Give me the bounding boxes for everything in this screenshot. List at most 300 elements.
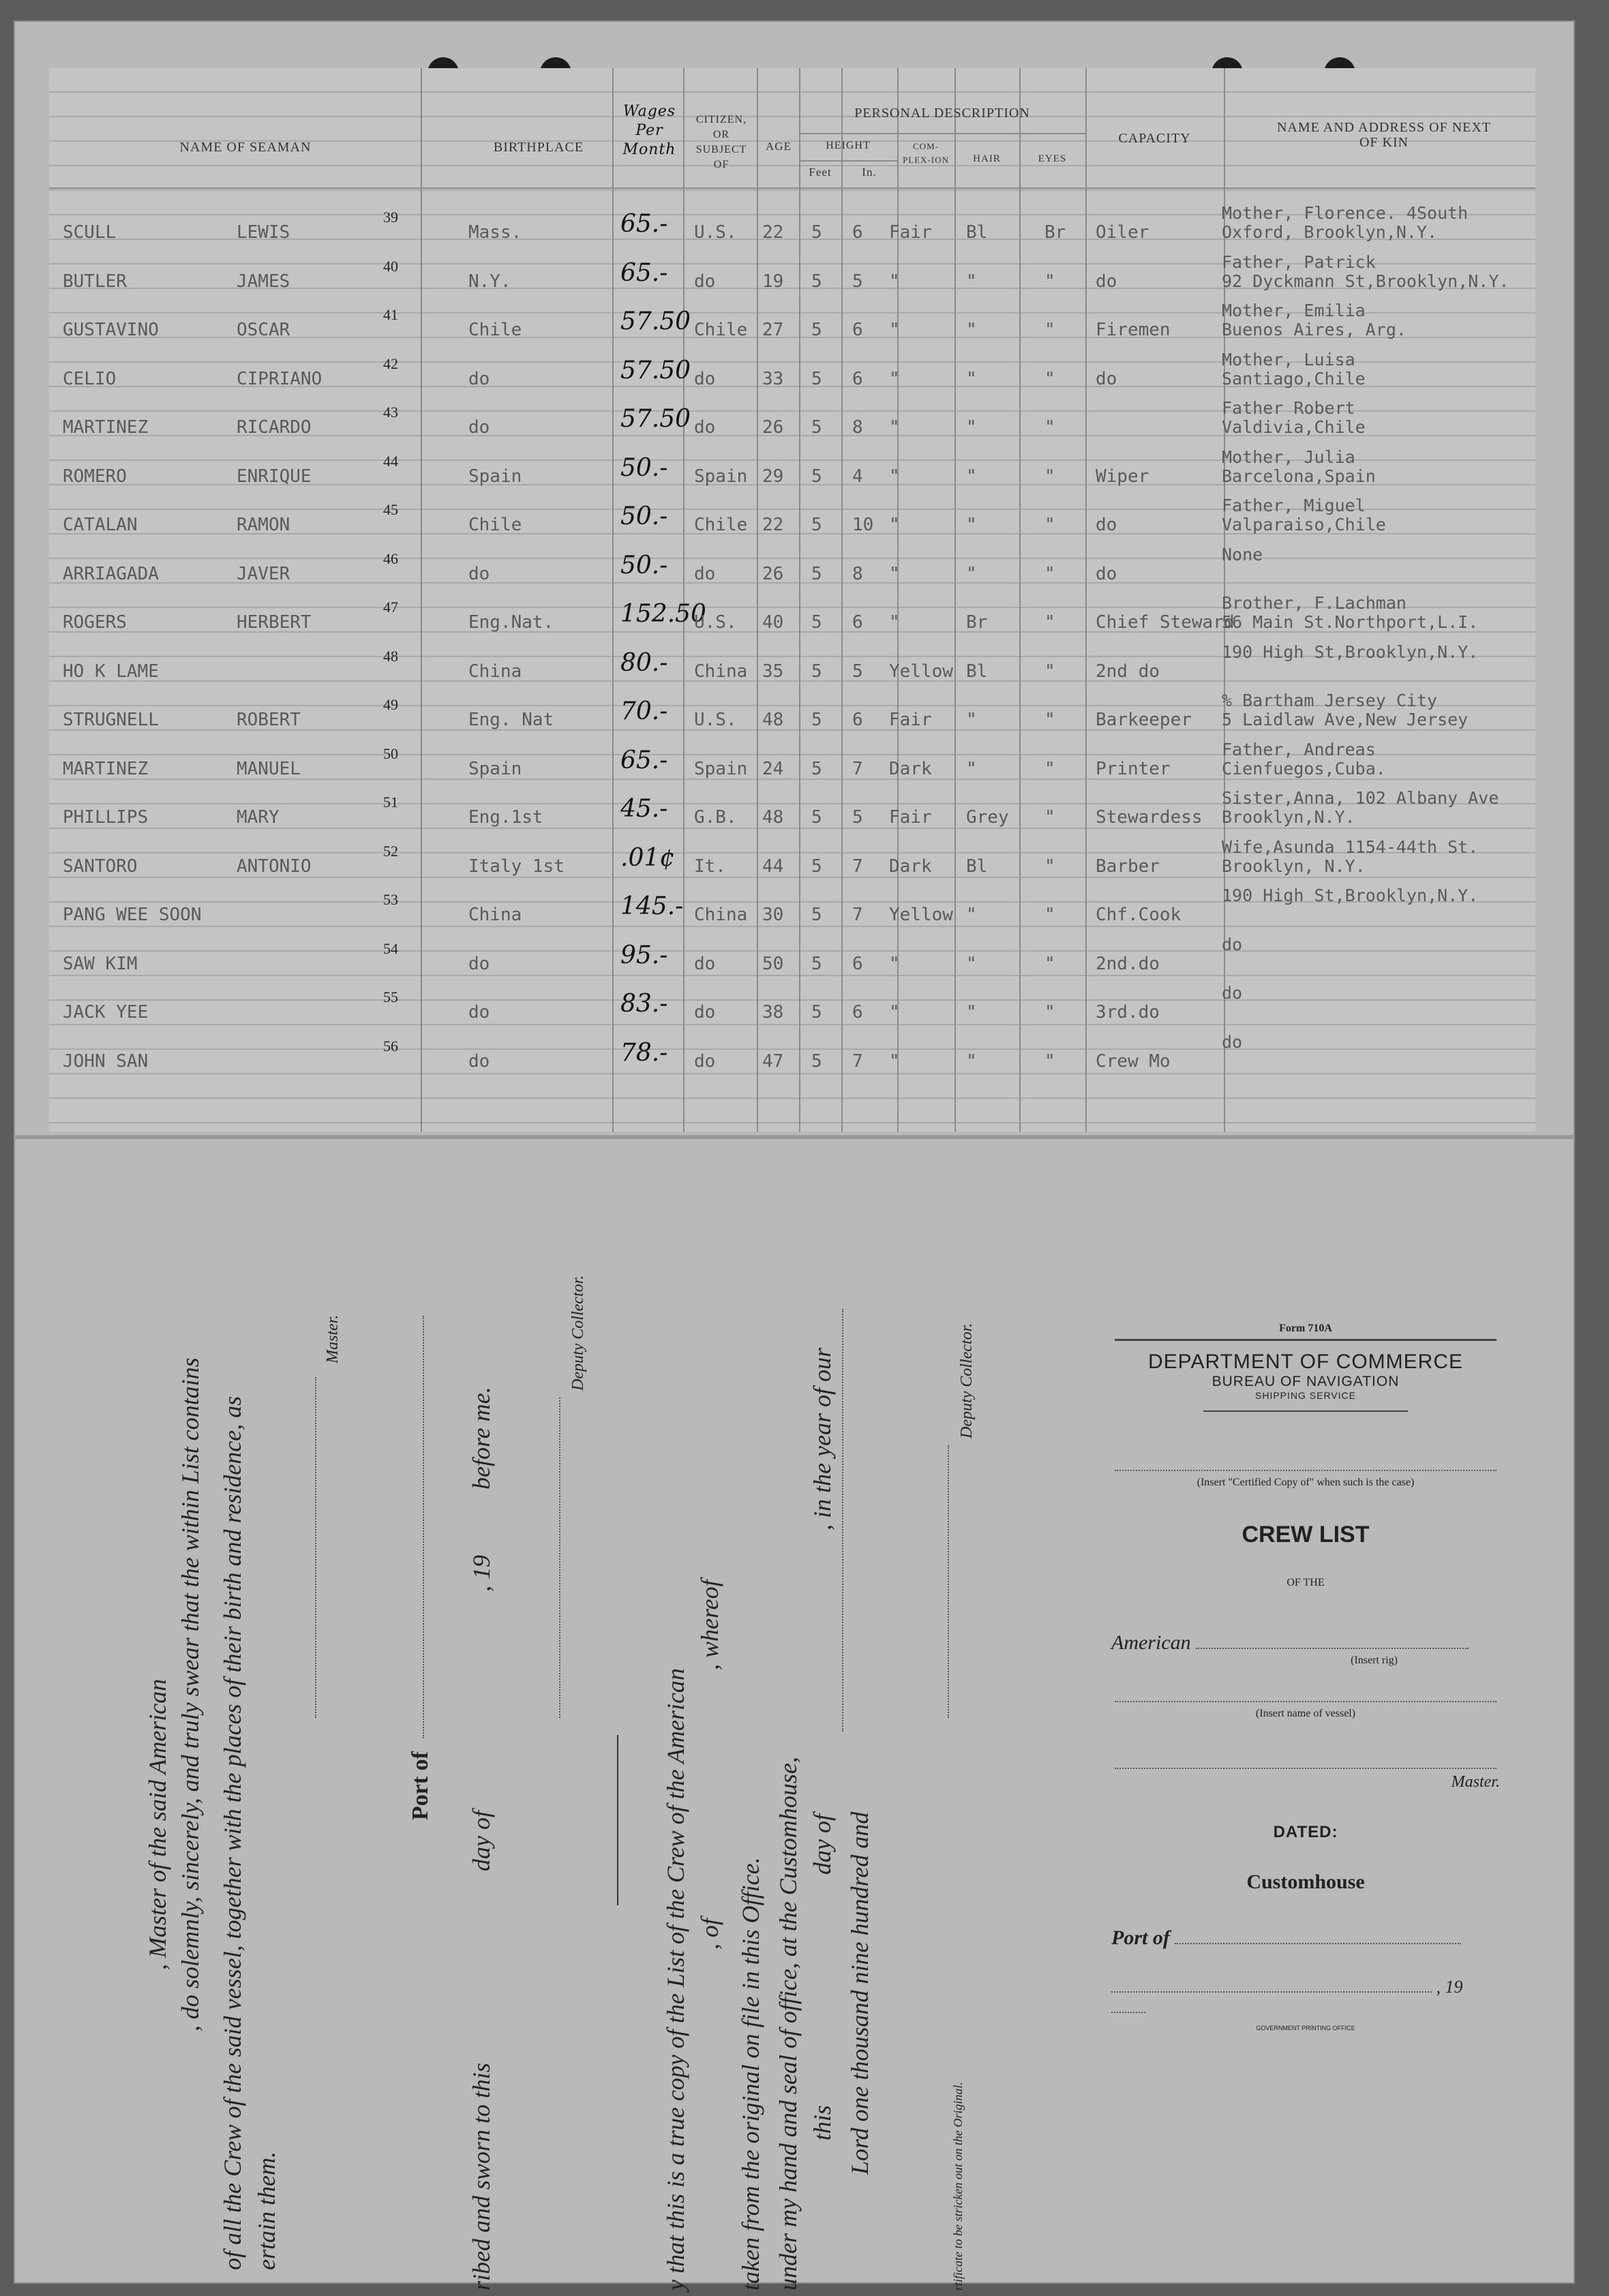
row-surname: MARTINEZ [63,417,149,438]
row-eyes: " [1044,320,1055,340]
back-date-line [1111,1991,1432,1993]
row-inches: 4 [852,466,863,487]
row-inches: 6 [852,320,863,340]
row-citizen: do [694,563,716,584]
row-number: 50 [383,744,398,762]
row-citizen: do [694,953,716,974]
row-inches: 8 [852,563,863,584]
row-eyes: " [1044,1002,1055,1023]
row-hair: Bl [966,856,988,877]
row-feet: 5 [811,222,822,243]
row-age: 44 [762,856,784,877]
cert-taken: taken from the original on file in this Office. [737,1857,764,2291]
crew-list-title: CREW LIST [1242,1522,1370,1547]
header-citizen: CITIZEN, OR SUBJECT OF [695,114,747,170]
row-kin-line-1: Brother, F.Lachman [1222,593,1407,613]
table-row [49,449,1535,496]
row-eyes: " [1044,515,1055,535]
back-cover [1111,1323,1500,2031]
row-given-name: JAVER [237,563,290,584]
row-wage: 57.50 [620,405,691,433]
insert-certified-note: (Insert "Certified Copy of" when such is the case) [1197,1477,1415,1488]
row-wage: 83.- [620,990,668,1018]
row-wage: 145.- [620,892,684,920]
of-the-label: OF THE [1287,1577,1325,1588]
table-row [49,836,1535,886]
row-capacity: Oiler [1096,222,1149,243]
deputy-line-1 [559,1398,562,1718]
row-age: 40 [762,612,784,633]
row-kin-line-1: % Bartham Jersey City [1222,691,1438,710]
oath-line-4: ertain them. [253,2151,280,2270]
row-feet: 5 [811,612,822,633]
header-next-of-kin: NAME AND ADDRESS OF NEXT OF KIN [1276,120,1492,150]
row-age: 48 [762,807,784,828]
row-given-name: CIPRIANO [237,368,322,389]
row-surname: GUSTAVINO [63,320,159,340]
row-kin-line-1: 190 High St,Brooklyn,N.Y. [1222,886,1479,905]
row-complexion: Dark [889,856,932,877]
bureau-title: BUREAU OF NAVIGATION [1212,1374,1400,1389]
row-hair: " [966,563,977,584]
row-number: 41 [383,306,398,323]
row-capacity: Chf.Cook [1096,905,1182,925]
row-kin-line-2: Valparaiso,Chile [1222,515,1386,534]
row-hair: " [966,271,977,292]
row-capacity: Crew Mo [1096,1051,1171,1072]
row-feet: 5 [811,515,822,535]
row-kin-line-1: 190 High St,Brooklyn,N.Y. [1222,641,1479,662]
row-citizen: Spain [694,758,748,779]
back-master-label: Master. [1451,1773,1500,1791]
row-kin-line-2: Buenos Aires, Arg. [1222,320,1407,339]
row-given-name: RICARDO [237,417,312,438]
row-age: 38 [762,1002,784,1023]
row-complexion: Fair [889,807,932,828]
row-eyes: " [1044,563,1055,584]
row-surname: PANG WEE SOON [63,905,202,925]
row-feet: 5 [811,320,822,340]
row-feet: 5 [811,856,822,877]
row-complexion: " [889,368,900,389]
cert-footnote: rtificate to be stricken out on the Original. [951,2082,965,2291]
customhouse-label: Customhouse [1246,1871,1365,1893]
row-kin-line-1: Mother, Julia [1222,447,1355,467]
row-feet: 5 [811,271,822,292]
row-feet: 5 [811,807,822,828]
row-eyes: Br [1044,222,1066,243]
row-surname: SCULL [63,222,117,243]
row-inches: 6 [852,953,863,974]
header-age: AGE [766,140,792,153]
row-capacity: Printer [1096,758,1171,779]
row-age: 26 [762,417,784,438]
row-number: 45 [383,501,398,518]
row-kin-line-2: Santiago,Chile [1222,368,1366,389]
row-number: 43 [383,404,398,421]
back-year-line [1111,2012,1145,2013]
row-surname: ARRIAGADA [63,563,159,584]
row-citizen: China [694,905,748,925]
fold-line [14,1135,1575,1139]
row-surname: CELIO [63,368,117,389]
row-feet: 5 [811,661,822,682]
row-complexion: " [889,417,900,438]
row-inches: 7 [852,905,863,925]
divider-bar [617,1735,618,1905]
row-kin-line-2: Oxford, Brooklyn,N.Y. [1222,222,1438,242]
header-rule [799,160,897,162]
rule [1203,1410,1408,1412]
row-number: 56 [383,1037,398,1055]
row-capacity: do [1096,515,1117,535]
row-birthplace: do [468,1051,490,1072]
table-row [49,497,1535,545]
row-citizen: Spain [694,466,748,487]
header-name-of-seaman: NAME OF SEAMAN [179,140,312,155]
row-complexion: " [889,1051,900,1072]
year-line [842,1309,845,1732]
row-citizen: do [694,417,716,438]
row-birthplace: Eng.Nat. [468,612,554,633]
row-hair: " [966,368,977,389]
row-hair: " [966,953,977,974]
row-kin-line-2: 56 Main St.Northport,L.I. [1222,612,1479,632]
row-number: 47 [383,599,398,616]
row-hair: " [966,515,977,535]
oath-nineteen: , 19 [468,1555,495,1592]
row-eyes: " [1044,661,1055,682]
row-number: 46 [383,549,398,567]
cert-whereof: , whereof [696,1580,723,1670]
row-capacity: do [1096,271,1117,292]
cert-line-1: y that this is a true copy of the List of the Crew of the American [662,1668,689,2291]
table-row [49,399,1535,447]
row-wage: 65.- [620,258,668,287]
row-birthplace: China [468,905,522,925]
row-complexion: Fair [889,710,932,730]
service-title: SHIPPING SERVICE [1254,1390,1356,1401]
row-complexion: " [889,466,900,487]
row-wage: .01¢ [620,843,676,872]
row-birthplace: do [468,1002,490,1023]
row-wage: 57.50 [620,307,691,335]
row-inches: 7 [852,856,863,877]
table-row [49,789,1535,837]
row-eyes: " [1044,368,1055,389]
row-complexion: " [889,1002,900,1023]
row-citizen: do [694,1002,716,1023]
oath-line-3: of all the Crew of the said vessel, together with the places of their birth and residence, as [219,1395,246,2270]
row-eyes: " [1044,710,1055,730]
row-complexion: " [889,320,900,340]
row-eyes: " [1044,758,1055,779]
row-eyes: " [1044,807,1055,828]
row-birthplace: Spain [468,466,522,487]
oath-line-1: , Master of the said American [144,1678,171,1970]
row-given-name: ANTONIO [237,856,312,877]
row-kin-line-1: Mother, Luisa [1222,349,1355,369]
cert-day-of: day of [809,1814,836,1875]
row-kin-line-1: Father, Miguel [1222,496,1366,515]
row-hair: Grey [966,807,1009,828]
row-eyes: " [1044,612,1055,633]
header-inches: In. [862,166,877,179]
row-birthplace: Mass. [468,222,522,243]
row-age: 26 [762,563,784,584]
row-kin-line-1: Wife,Asunda 1154-44th St. [1222,836,1479,857]
cert-year-of-our: , in the year of our [809,1348,836,1530]
row-capacity: 2nd.do [1096,953,1160,974]
printer-imprint: GOVERNMENT PRINTING OFFICE [1256,2025,1355,2031]
rig-line [1196,1648,1469,1649]
row-surname: ROMERO [63,466,127,487]
row-surname: ROGERS [63,612,127,633]
row-kin-line-2: Brooklyn,N.Y. [1222,807,1355,827]
oath-line-2: , do solemnly, sincerely, and truly swear that the within List contains [177,1357,204,2031]
row-surname: MARTINEZ [63,758,149,779]
row-given-name: JAMES [237,271,290,292]
row-feet: 5 [811,563,822,584]
row-feet: 5 [811,1051,822,1072]
row-eyes: " [1044,466,1055,487]
row-wage: 65.- [620,210,668,238]
row-inches: 7 [852,758,863,779]
certified-copy-line [1115,1470,1497,1471]
row-inches: 5 [852,271,863,292]
table-row [49,692,1535,740]
row-wage: 50.- [620,551,668,579]
row-birthplace: Eng. Nat [468,710,554,730]
row-wage: 45.- [620,795,668,823]
row-surname: PHILLIPS [63,807,149,828]
row-number: 54 [383,939,398,957]
oath-subscribed: ribed and sworn to this [468,2062,495,2291]
row-surname: SANTORO [63,856,138,877]
row-number: 53 [383,891,398,908]
header-height: HEIGHT [826,140,871,151]
row-capacity: do [1096,563,1117,584]
dated-label: DATED: [1273,1823,1338,1841]
oath-day-of: day of [468,1811,495,1871]
table-row [49,205,1535,252]
row-hair: " [966,1002,977,1023]
row-complexion: Dark [889,758,932,779]
table-row [49,302,1535,350]
row-citizen: Chile [694,320,748,340]
rule [1115,1339,1497,1341]
row-feet: 5 [811,368,822,389]
row-birthplace: do [468,953,490,974]
row-capacity: Wiper [1096,466,1149,487]
row-kin-line-1: Father, Patrick [1222,252,1376,272]
row-kin-line-2: Valdivia,Chile [1222,417,1366,437]
row-number: 42 [383,354,398,372]
row-wage: 50.- [620,453,668,482]
row-birthplace: N.Y. [468,271,511,292]
row-complexion: Yellow [889,905,953,925]
row-hair: " [966,417,977,438]
row-inches: 10 [852,515,874,535]
row-kin-line-2: Cienfuegos,Cuba. [1222,758,1386,779]
port-line [423,1316,425,1738]
row-eyes: " [1044,856,1055,877]
row-feet: 5 [811,905,822,925]
row-complexion: " [889,612,900,633]
row-inches: 6 [852,368,863,389]
back-port-of: Port of [1111,1927,1170,1949]
row-complexion: " [889,953,900,974]
header-eyes: EYES [1038,153,1067,164]
table-row [49,546,1535,594]
row-surname: JOHN SAN [63,1051,149,1072]
row-kin-line-2: 5 Laidlaw Ave,New Jersey [1222,710,1469,729]
table-row [49,936,1535,984]
american-label: American [1111,1631,1191,1654]
row-citizen: U.S. [694,612,737,633]
row-number: 55 [383,988,398,1006]
row-wage: 95.- [620,941,668,969]
row-birthplace: China [468,661,522,682]
row-birthplace: Spain [468,758,522,779]
row-kin-line-1: do [1222,934,1243,954]
row-citizen: It. [694,856,726,877]
oath-deputy-collector-1: Deputy Collector. [569,1275,587,1391]
row-birthplace: do [468,563,490,584]
cert-deputy-collector-2: Deputy Collector. [958,1323,976,1438]
row-wage: 50.- [620,502,668,530]
row-surname: JACK YEE [63,1002,149,1023]
row-citizen: U.S. [694,222,737,243]
row-birthplace: Italy 1st [468,856,565,877]
vessel-name-line [1115,1701,1497,1702]
oath-before-me: before me. [468,1387,495,1490]
cert-under-hand: under my hand and seal of office, at the Customhouse, [775,1757,802,2291]
insert-rig-note: (Insert rig) [1351,1655,1398,1666]
row-wage: 78.- [620,1038,668,1067]
row-given-name: MARY [237,807,280,828]
row-inches: 6 [852,612,863,633]
header-birthplace: BIRTHPLACE [493,140,584,155]
row-age: 29 [762,466,784,487]
row-complexion: " [889,563,900,584]
table-row [49,984,1535,1032]
row-citizen: G.B. [694,807,737,828]
row-birthplace: Eng.1st [468,807,543,828]
row-feet: 5 [811,417,822,438]
row-wage: 80.- [620,648,668,677]
row-given-name: OSCAR [237,320,290,340]
header-rule [49,187,1535,189]
table-row [49,887,1535,935]
row-number: 40 [383,257,398,275]
row-inches: 8 [852,417,863,438]
row-kin-line-2: Brooklyn, N.Y. [1222,856,1366,876]
row-feet: 5 [811,1002,822,1023]
master-name-line [1115,1768,1497,1769]
table-row [49,594,1535,642]
row-age: 22 [762,515,784,535]
row-age: 24 [762,758,784,779]
header-wages: Wages Per Month [622,103,676,158]
row-number: 52 [383,842,398,860]
row-citizen: China [694,661,748,682]
row-capacity: Chief Steward [1096,612,1235,633]
row-capacity: 3rd.do [1096,1002,1160,1023]
row-citizen: do [694,271,716,292]
row-eyes: " [1044,271,1055,292]
row-complexion: Yellow [889,661,953,682]
table-row [49,641,1535,691]
row-kin-line-1: do [1222,983,1243,1003]
row-given-name: MANUEL [237,758,301,779]
row-number: 49 [383,696,398,713]
row-capacity: do [1096,368,1117,389]
table-row [49,741,1535,789]
row-citizen: do [694,368,716,389]
header-personal-description: PERSONAL DESCRIPTION [854,106,1030,121]
row-number: 44 [383,452,398,470]
cert-lord: Lord one thousand nine hundred and [846,1811,873,2175]
insert-name-note: (Insert name of vessel) [1255,1708,1356,1719]
row-birthplace: Chile [468,515,522,535]
row-number: 39 [383,209,398,226]
row-feet: 5 [811,758,822,779]
row-birthplace: do [468,368,490,389]
row-complexion: " [889,271,900,292]
row-age: 35 [762,661,784,682]
row-wage: 57.50 [620,356,691,384]
row-hair: " [966,1051,977,1072]
cert-of: , of [696,1918,723,1950]
header-complexion: COM-PLEX-ION [903,141,949,165]
row-feet: 5 [811,466,822,487]
row-inches: 6 [852,222,863,243]
row-kin-line-1: Mother, Florence. 4South [1222,203,1469,223]
row-surname: HO K LAME [63,661,159,682]
row-inches: 7 [852,1051,863,1072]
back-nineteen: , 19 [1436,1977,1463,1997]
row-hair: " [966,466,977,487]
row-birthplace: Chile [468,320,522,340]
row-citizen: do [694,1051,716,1072]
row-kin-line-1: None [1222,544,1263,564]
table-row [49,351,1535,399]
row-complexion: Fair [889,222,932,243]
department-title: DEPARTMENT OF COMMERCE [1147,1350,1464,1373]
row-citizen: U.S. [694,710,737,730]
row-given-name: ROBERT [237,710,301,730]
row-age: 48 [762,710,784,730]
master-signature-line [315,1377,318,1718]
row-age: 19 [762,271,784,292]
row-given-name: RAMON [237,515,290,535]
row-feet: 5 [811,953,822,974]
row-capacity: Firemen [1096,320,1171,340]
row-hair: " [966,320,977,340]
row-age: 50 [762,953,784,974]
row-kin-line-1: Mother, Emilia [1222,301,1366,320]
header-feet: Feet [809,166,832,179]
oath-master-label: Master. [324,1314,342,1363]
row-kin-line-2: 92 Dyckmann St,Brooklyn,N.Y. [1222,271,1509,291]
row-inches: 5 [852,661,863,682]
row-given-name: HERBERT [237,612,312,633]
row-number: 48 [383,647,398,665]
row-surname: BUTLER [63,271,127,292]
row-kin-line-1: Father Robert [1222,398,1355,418]
back-port-line [1175,1943,1461,1944]
